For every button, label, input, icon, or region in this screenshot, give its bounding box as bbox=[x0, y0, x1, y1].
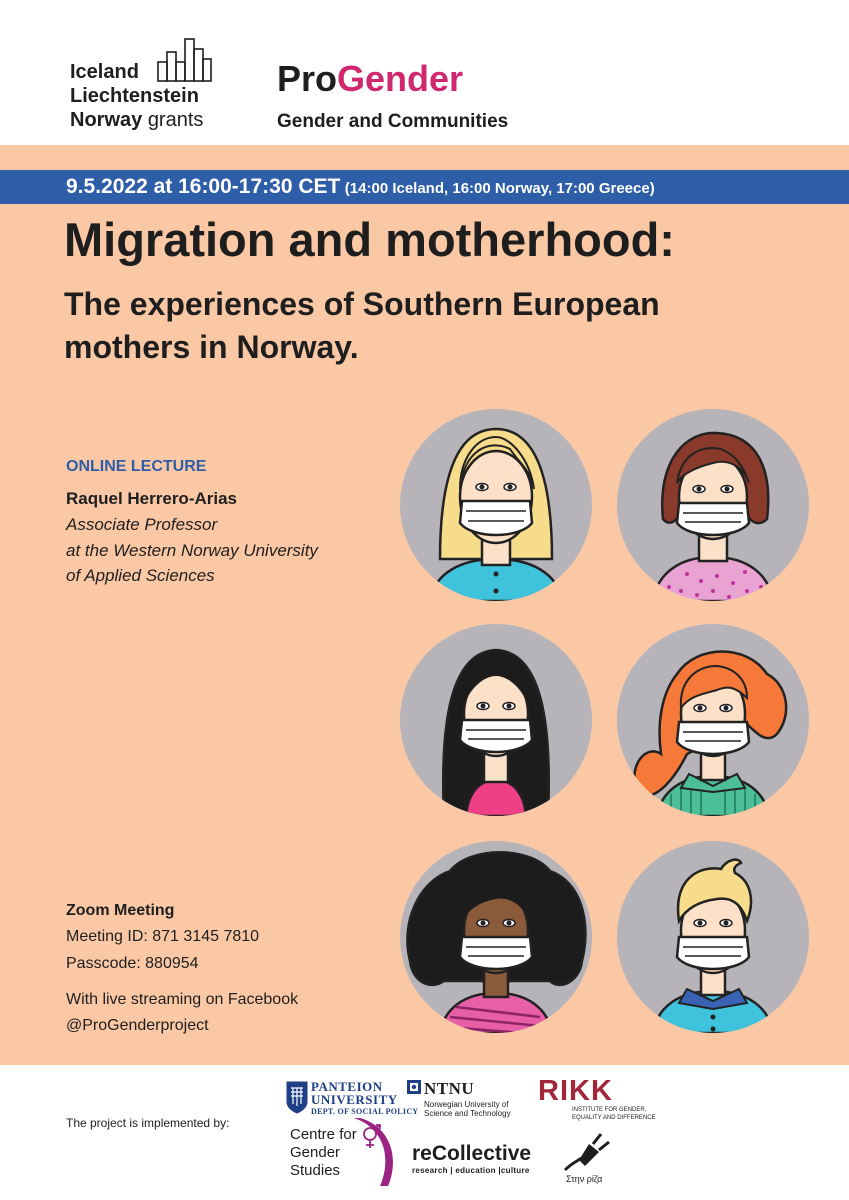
event-subtitle-line2: mothers in Norway. bbox=[64, 329, 359, 365]
progender-gender: Gender bbox=[337, 58, 464, 99]
zoom-meeting-id: Meeting ID: 871 3145 7810 bbox=[66, 928, 260, 945]
recollective-subtitle: research | education |culture bbox=[412, 1166, 530, 1175]
speaker-role-line2: at the Western Norway University bbox=[66, 541, 318, 560]
cgs-line1: Centre for bbox=[290, 1126, 357, 1143]
event-subtitle-line1: The experiences of Southern European bbox=[64, 286, 660, 322]
panteion-line1: PANTEION bbox=[311, 1079, 383, 1094]
event-subtitle bbox=[64, 283, 660, 369]
progender-logo bbox=[277, 58, 463, 100]
event-title: Migration and motherhood: bbox=[64, 213, 675, 266]
cgs-line2: Gender bbox=[290, 1144, 341, 1161]
avatar-black-hair-woman-illustration bbox=[400, 624, 592, 816]
zoom-passcode: Passcode: 880954 bbox=[66, 955, 199, 972]
avatar-blonde-woman-illustration bbox=[400, 409, 592, 601]
cgs-line3: Studies bbox=[290, 1162, 341, 1179]
rikk-sub1: INSTITUTE FOR GENDER, bbox=[572, 1107, 647, 1113]
avatar-blond-man bbox=[617, 841, 809, 1033]
avatar-brown-hair-woman-illustration bbox=[617, 409, 809, 601]
recollective-logo bbox=[412, 1142, 531, 1166]
avatar-black-hair-woman bbox=[400, 624, 592, 816]
rikk-sub2: EQUALITY AND DIFFERENCE bbox=[572, 1115, 656, 1121]
grants-logo-line3 bbox=[70, 108, 203, 132]
speaker-role-line1: Associate Professor bbox=[66, 515, 218, 534]
grants-logo-grants: grants bbox=[147, 109, 204, 131]
plug-icon bbox=[563, 1132, 611, 1172]
ntnu-logo: NTNU bbox=[424, 1079, 475, 1098]
progender-subtitle: Gender and Communities bbox=[277, 111, 509, 132]
venus-mars-icon bbox=[360, 1124, 382, 1150]
grants-bars-icon bbox=[157, 37, 212, 82]
recollective-rest: Collective bbox=[431, 1142, 532, 1165]
avatar-blond-man-illustration bbox=[617, 841, 809, 1033]
ntnu-square-icon bbox=[407, 1080, 421, 1094]
panteion-line2: UNIVERSITY bbox=[311, 1092, 398, 1107]
panteion-crest-icon bbox=[286, 1080, 308, 1114]
facebook-handle[interactable]: @ProGenderproject bbox=[66, 1017, 209, 1034]
ntnu-subtitle bbox=[424, 1100, 511, 1118]
avatar-curly-hair-woman-illustration bbox=[400, 841, 592, 1033]
recollective-re: re bbox=[412, 1142, 432, 1165]
event-timezones: (14:00 Iceland, 16:00 Norway, 17:00 Greece) bbox=[344, 180, 655, 197]
rikk-logo: RIKK bbox=[538, 1075, 613, 1107]
avatar-red-hair-woman bbox=[617, 624, 809, 816]
implemented-by-label: The project is implemented by: bbox=[66, 1116, 230, 1130]
streaming-note: With live streaming on Facebook bbox=[66, 991, 299, 1008]
zoom-heading: Zoom Meeting bbox=[66, 902, 175, 919]
panteion-line3: DEPT. OF SOCIAL POLICY bbox=[311, 1107, 419, 1116]
lecture-type: ONLINE LECTURE bbox=[66, 458, 207, 475]
ntnu-sub1: Norwegian University of bbox=[424, 1100, 509, 1109]
progender-pro: Pro bbox=[277, 58, 338, 99]
speaker-name: Raquel Herrero-Arias bbox=[66, 489, 238, 508]
grants-logo-norway: Norway bbox=[70, 109, 143, 131]
stin-riza-label: Στην ρίζα bbox=[566, 1174, 603, 1184]
date-line bbox=[66, 175, 655, 199]
panteion-logo bbox=[311, 1080, 398, 1106]
avatar-blonde-woman bbox=[400, 409, 592, 601]
cgs-logo-text bbox=[290, 1126, 357, 1180]
event-datetime: 9.5.2022 at 16:00-17:30 CET bbox=[66, 175, 341, 198]
rikk-subtitle bbox=[572, 1106, 656, 1122]
avatar-red-hair-woman-illustration bbox=[617, 624, 809, 816]
grants-logo-line2: Liechtenstein bbox=[70, 85, 199, 107]
avatar-curly-hair-woman bbox=[400, 841, 592, 1033]
speaker-role-line3: of Applied Sciences bbox=[66, 566, 215, 585]
ntnu-sub2: Science and Technology bbox=[424, 1109, 511, 1118]
avatar-brown-hair-woman bbox=[617, 409, 809, 601]
grants-logo-line1: Iceland bbox=[70, 61, 139, 83]
